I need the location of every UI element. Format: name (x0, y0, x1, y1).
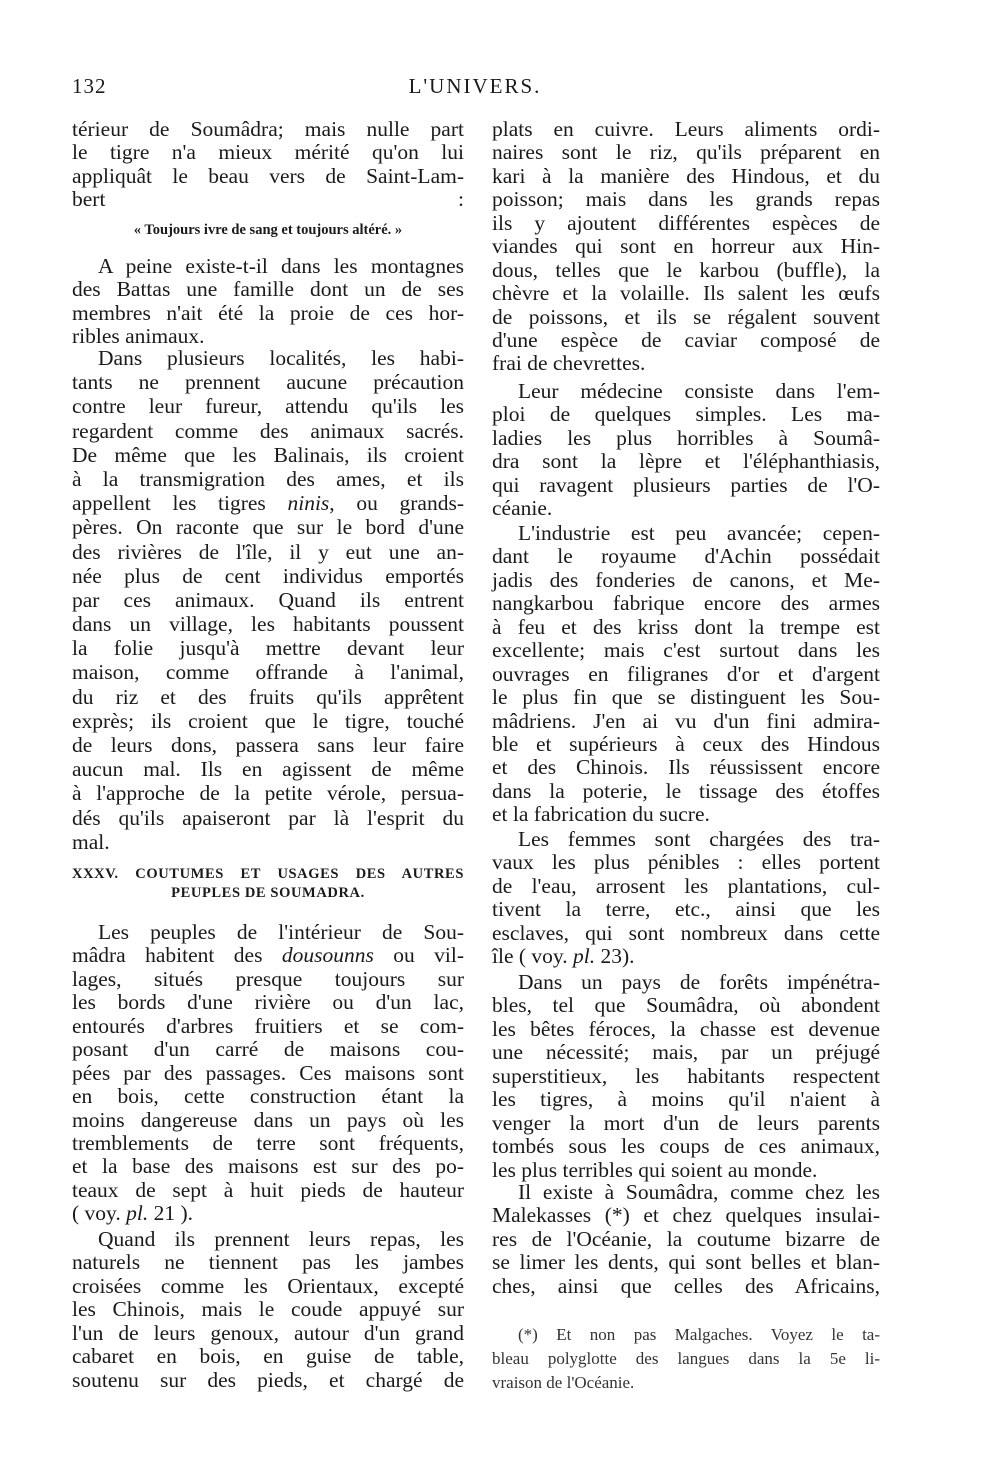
text-line: par ces animaux. Quand ils entrent (72, 587, 464, 612)
text-line: L'industrie est peu avancée; cepen- (518, 521, 880, 545)
text-line: regardent comme des animaux sacrés. (72, 418, 464, 443)
text-line: naturels ne tiennent pas les jambes (72, 1250, 464, 1275)
text-line: membres n'ait été la proie de ces hor- (72, 300, 464, 325)
text-line: pères. On raconte que sur le bord d'une (72, 515, 464, 540)
text-line: ladies les plus horribles à Soumâ- (492, 425, 880, 450)
text-line: et la base des maisons est sur des po- (72, 1154, 464, 1179)
text-line: A peine existe-t-il dans les montagnes (98, 254, 464, 278)
text-line: cabaret en bois, en guise de table, (72, 1344, 464, 1369)
text-run: , ou grands- (329, 491, 464, 516)
text-line: ches, ainsi que celles des Africains, (492, 1273, 880, 1298)
text-run: appellent les tigres (72, 491, 288, 516)
footnote (492, 1323, 880, 1395)
text-line: lages, situés presque toujours sur (72, 966, 464, 991)
text-line: ribles animaux. (72, 324, 205, 349)
text-line: croisées comme les Orientaux, excepté (72, 1273, 464, 1298)
text-line: à la transmigration des ames, et ils (72, 466, 464, 491)
text-line: excellente; mais c'est surtout dans les (492, 638, 880, 663)
text-line: superstitieux, les habitants respectent (492, 1063, 880, 1088)
text-line: mal. (72, 829, 110, 854)
text-run: 21 ). (148, 1201, 194, 1226)
text-line: à feu et des kriss dont la trempe est (492, 614, 880, 639)
italic-term: ninis (287, 491, 330, 516)
text-line: née plus de cent individus emportés (72, 563, 464, 588)
text-line: Quand ils prennent leurs repas, les (98, 1227, 464, 1251)
text-line: dés qu'ils apaiseront par là l'esprit du (72, 805, 464, 830)
text-line: dant le royaume d'Achin possédait (492, 544, 880, 569)
text-line: et des Chinois. Ils réussissent encore (492, 755, 880, 780)
text-line: PEUPLES DE SOUMADRA. (171, 885, 365, 901)
text-line: vraison de l'Océanie. (492, 1373, 635, 1392)
section-heading (72, 865, 464, 903)
text-line: tivent la terre, etc., ainsi que les (492, 897, 880, 922)
text-line: dans un village, les habitants poussent (72, 612, 464, 637)
text-line: Les peuples de l'intérieur de Sou- (98, 920, 464, 944)
text-line: les plus terribles qui soient au monde. (492, 1157, 818, 1182)
paragraph (72, 255, 464, 349)
text-line: céanie. (492, 496, 553, 521)
text-line: posant d'un carré de maisons cou- (72, 1037, 464, 1062)
paragraph (492, 828, 880, 969)
text-line: « Toujours ivre de sang et toujours altéré. » (133, 222, 403, 238)
text-run: mâdra habitent des (72, 943, 282, 968)
text-run: ( voy. (72, 1201, 127, 1226)
text-line: des rivières de l'île, il y eut une an- (72, 539, 464, 564)
text-line: bleau polyglotte des langues dans la 5e li- (492, 1349, 880, 1368)
text-run: ou vil- (373, 943, 464, 968)
text-line: Malekasses (*) et chez quelques insulai- (492, 1203, 880, 1228)
text-line: tants ne prennent aucune précaution (72, 370, 464, 395)
text-line: nangkarbou fabrique encore des armes (492, 591, 880, 616)
text-line: aucun mal. Ils en agissent de même (72, 757, 464, 782)
text-line: se limer les dents, qui sont belles et blan- (492, 1250, 880, 1275)
paragraph (492, 971, 880, 1182)
text-line: exprès; ils croient que le tigre, touché (72, 708, 464, 733)
italic-term: dousounns (281, 943, 374, 968)
text-line: mâdriens. J'en ai vu d'un fini admira- (492, 708, 880, 733)
text-line: plats en cuivre. Leurs aliments ordi- (492, 117, 880, 141)
text-line: du riz et des fruits qu'ils apprêtent (72, 684, 464, 709)
text-line: tombés sous les coups de ces animaux, (492, 1134, 880, 1159)
text-line: l'un de leurs genoux, autour d'un grand (72, 1320, 464, 1345)
text-line: de leurs dons, passera sans leur faire (72, 733, 464, 757)
text-line: bles, tel que Soumâdra, où abondent (492, 993, 880, 1018)
text-line: ouvrages en filigranes d'or et d'argent (492, 661, 880, 686)
text-line: dans la poterie, le tissage des étoffes (492, 778, 880, 803)
text-line (72, 944, 464, 967)
text-line: de poissons, et ils se régalent souvent (492, 304, 880, 329)
text-line: viandes qui sont en horreur aux Hin- (492, 234, 880, 259)
text-line: les bêtes féroces, la chasse est devenue (492, 1016, 880, 1041)
text-run: île ( voy. (492, 944, 574, 969)
text-line: térieur de Soumâdra; mais nulle part (72, 117, 464, 141)
text-line: naires sont le riz, qu'ils préparent en (492, 140, 880, 165)
text-line: jadis des fonderies de canons, et Me- (492, 567, 880, 592)
paragraph (72, 118, 464, 212)
text-line: poisson; mais dans les grands repas (492, 187, 880, 212)
text-line: appliquât le beau vers de Saint-Lam- (72, 163, 464, 188)
text-line: de l'eau, arrosent les plantations, cul- (492, 873, 880, 898)
text-line: (*) Et non pas Malgaches. Voyez le ta- (518, 1325, 880, 1344)
text-line: Dans plusieurs localités, les habi- (98, 346, 464, 370)
text-line: Dans un pays de forêts impénétra- (518, 970, 880, 994)
text-line: ils y ajoutent différentes espèces de (492, 210, 880, 235)
text-line: bert : (72, 187, 464, 212)
text-line: venger la mort d'un de leurs parents (492, 1110, 880, 1135)
text-line: De même que les Balinais, ils croient (72, 442, 464, 467)
text-line: teaux de sept à huit pieds de hauteur (72, 1177, 464, 1202)
text-line: le tigre n'a mieux mérité qu'on lui (72, 140, 464, 165)
text-line: frai de chevrettes. (492, 351, 646, 376)
text-line: dra sont la lèpre et l'éléphanthiasis, (492, 449, 880, 474)
text-line: d'une espèce de caviar composé de (492, 327, 880, 352)
text-line: des Battas une famille dont un de ses (72, 277, 464, 302)
text-line: moins dangereuse dans un pays où les (72, 1107, 464, 1132)
text-line: Les femmes sont chargées des tra- (518, 827, 880, 851)
text-line: la folie jusqu'à mettre devant leur (72, 636, 464, 661)
text-line: le plus fin que se distinguent les Sou- (492, 685, 880, 710)
text-line: contre leur fureur, attendu qu'ils les (72, 394, 464, 419)
verse-quote (72, 220, 464, 240)
page-number: 132 (72, 74, 107, 98)
text-line: kari à la manière des Hindous, et du (492, 163, 880, 188)
text-line: entourés d'arbres fruitiers et se com- (72, 1013, 464, 1038)
paragraph (492, 380, 880, 521)
text-line: chèvre et la volaille. Ils salent les œufs (492, 281, 880, 306)
text-line: Leur médecine consiste dans l'em- (518, 379, 880, 403)
text-line: tremblements de terre sont fréquents, (72, 1130, 464, 1155)
text-line: soutenu sur des pieds, et chargé de (72, 1367, 464, 1392)
paragraph (492, 118, 880, 376)
text-line: qui ravagent plusieurs parties de l'O- (492, 472, 880, 497)
text-line: ploi de quelques simples. Les ma- (492, 402, 880, 427)
text-line: vaux les plus pénibles : elles portent (492, 850, 880, 875)
text-line: en bois, cette construction étant la (72, 1084, 464, 1109)
running-title: L'UNIVERS. (408, 74, 542, 98)
paragraph (72, 921, 464, 1226)
text-line: ble et supérieurs à ceux des Hindous (492, 731, 880, 756)
text-line: les tigres, à moins qu'il n'aient à (492, 1087, 880, 1112)
text-line: les bords d'une rivière ou d'un lac, (72, 990, 464, 1015)
text-line: esclaves, qui sont nombreux dans cette (492, 920, 880, 945)
text-line: pées par des passages. Ces maisons sont (72, 1060, 464, 1085)
text-line: XXXV. COUTUMES ET USAGES DES AUTRES (72, 866, 464, 882)
paragraph (72, 346, 464, 854)
text-line (492, 945, 880, 968)
text-line: une nécessité; mais, par un préjugé (492, 1040, 880, 1065)
text-line: Il existe à Soumâdra, comme chez les (518, 1180, 880, 1204)
text-run: 23). (595, 944, 635, 969)
text-line: dous, telles que le karbou (buffle), la (492, 257, 880, 282)
text-line: et la fabrication du sucre. (492, 802, 710, 827)
text-line (72, 1202, 464, 1225)
paragraph (492, 1181, 880, 1298)
text-line (72, 491, 464, 515)
paragraph (72, 1228, 464, 1392)
paragraph (492, 522, 880, 827)
text-line: les Chinois, mais le coude appuyé sur (72, 1297, 464, 1322)
text-line: res de l'Océanie, la coutume bizarre de (492, 1226, 880, 1251)
text-line: maison, comme offrande à l'animal, (72, 660, 464, 685)
italic-term: pl. (126, 1201, 149, 1226)
text-line: à l'approche de la petite vérole, persua- (72, 781, 464, 806)
italic-term: pl. (573, 944, 596, 969)
